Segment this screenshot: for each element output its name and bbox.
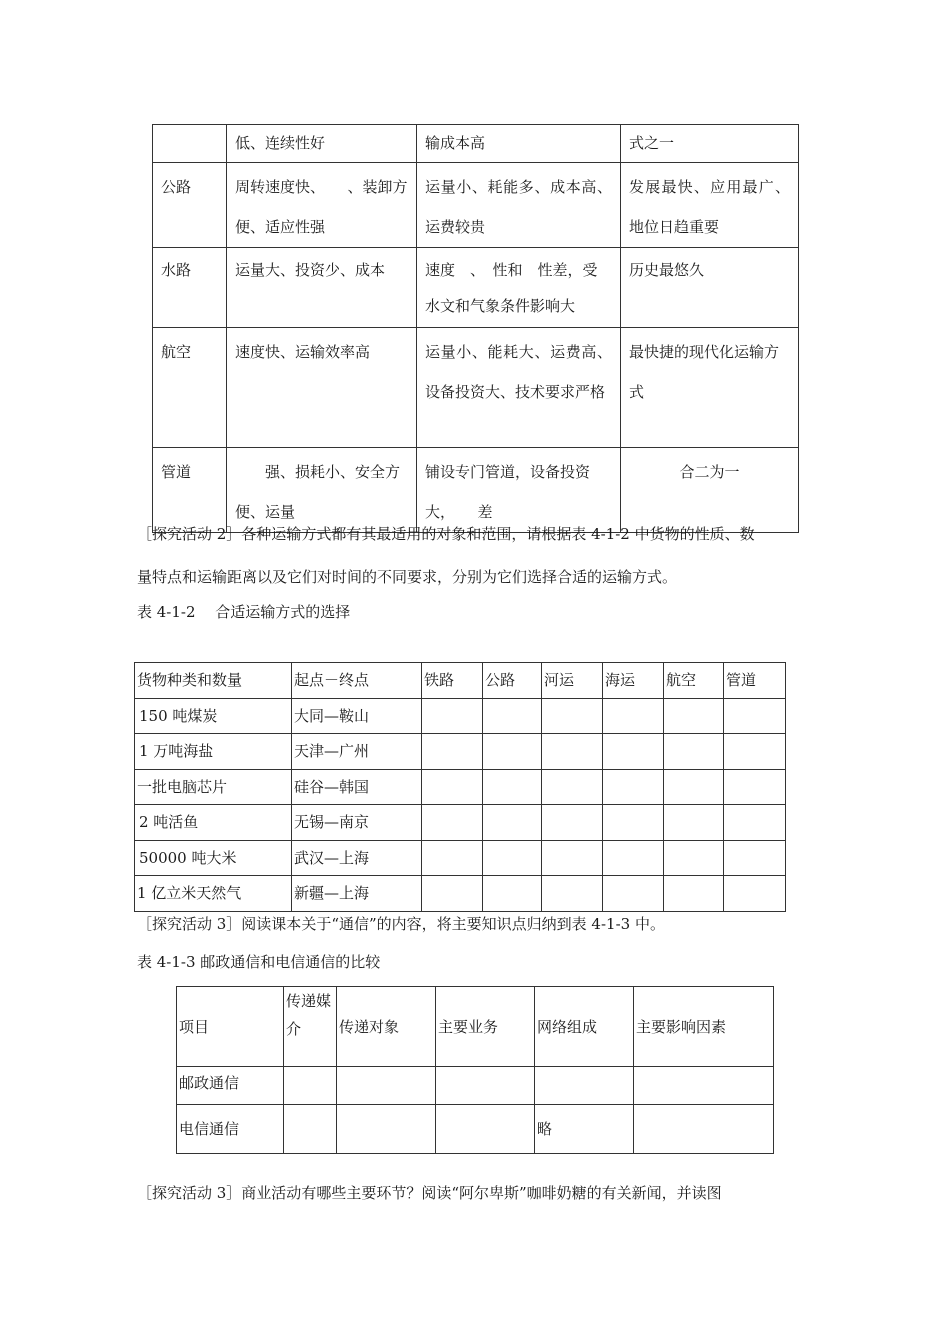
answer-cell[interactable] [436,1105,535,1154]
header-cell: 传递媒介 [284,987,337,1067]
table-cell: 输成本高 [417,125,621,163]
answer-cell[interactable] [337,1105,436,1154]
header-cell: 主要影响因素 [634,987,774,1067]
table-cell: 1 万吨海盐 [135,734,292,770]
header-cell: 管道 [724,663,786,699]
table-row [153,448,799,533]
table-cell: 2 吨活鱼 [135,805,292,841]
answer-cell[interactable] [724,734,786,770]
answer-cell[interactable] [724,841,786,876]
table-header-row [135,663,786,699]
answer-cell[interactable] [664,699,724,734]
table-cell: 新疆—上海 [292,876,422,912]
answer-cell[interactable] [664,805,724,841]
table-cell [153,125,227,163]
table-3-caption: 表 4-1-3 邮政通信和电信通信的比较 [137,953,381,971]
table-row [135,699,786,734]
header-cell: 航空 [664,663,724,699]
table-cell: 50000 吨大米 [135,841,292,876]
table-cell: 运量小、能耗大、运费高、设备投资大、技术要求严格 [417,328,621,448]
answer-cell[interactable] [422,805,483,841]
activity-2-line-2: 量特点和运输距离以及它们对时间的不同要求，分别为它们选择合适的运输方式。 [137,568,678,586]
answer-cell[interactable] [603,699,664,734]
table-row [135,770,786,805]
table-row [135,841,786,876]
answer-cell[interactable] [483,805,542,841]
table-cell: 式之一 [621,125,799,163]
table-row [177,1067,774,1105]
table-cell: 发展最快、应用最广、地位日趋重要 [621,163,799,248]
table-cell: 公路 [153,163,227,248]
answer-cell[interactable] [724,770,786,805]
answer-cell[interactable] [603,734,664,770]
answer-cell[interactable] [436,1067,535,1105]
table-cell: 武汉—上海 [292,841,422,876]
header-cell: 起点－终点 [292,663,422,699]
communication-comparison-table [176,986,774,1154]
header-cell: 铁路 [422,663,483,699]
answer-cell[interactable] [664,734,724,770]
table-cell: 速度 、 性和 性差，受水文和气象条件影响大 [417,248,621,328]
answer-cell[interactable] [284,1105,337,1154]
table-row [153,248,799,328]
table-cell: 1 亿立米天然气 [135,876,292,912]
table-row [177,1105,774,1154]
answer-cell[interactable] [542,699,603,734]
table-2-caption: 表 4-1-2 合适运输方式的选择 [137,603,351,621]
table-cell: 150 吨煤炭 [135,699,292,734]
table-cell: 水路 [153,248,227,328]
table-cell: 历史最悠久 [621,248,799,328]
answer-cell[interactable] [483,770,542,805]
table-cell: 天津—广州 [292,734,422,770]
answer-cell[interactable] [542,841,603,876]
transport-comparison-table [152,124,799,533]
table-cell: 一批电脑芯片 [135,770,292,805]
activity-3a-text: ［探究活动 3］阅读课本关于“通信”的内容，将主要知识点归纳到表 4-1-3 中。 [137,915,665,933]
table-cell: 管道 [153,448,227,533]
answer-cell[interactable] [724,876,786,912]
header-cell: 公路 [483,663,542,699]
answer-cell[interactable] [634,1105,774,1154]
table-cell: 低、连续性好 [227,125,417,163]
answer-cell[interactable] [422,699,483,734]
answer-cell[interactable] [422,841,483,876]
answer-cell[interactable] [664,876,724,912]
header-cell: 主要业务 [436,987,535,1067]
table-cell: 合二为一 [621,448,799,533]
answer-cell[interactable] [542,734,603,770]
answer-cell[interactable] [284,1067,337,1105]
table-cell: 最快捷的现代化运输方式 [621,328,799,448]
table-cell: 运量小、耗能多、成本高、运费较贵 [417,163,621,248]
answer-cell[interactable] [542,876,603,912]
answer-cell[interactable] [603,841,664,876]
header-cell: 网络组成 [535,987,634,1067]
answer-cell[interactable] [483,841,542,876]
activity-3b-text: ［探究活动 3］商业活动有哪些主要环节？阅读“阿尔卑斯”咖啡奶糖的有关新闻，并读图 [137,1184,722,1202]
table-cell: 无锡—南京 [292,805,422,841]
answer-cell[interactable] [724,805,786,841]
table-row [153,125,799,163]
answer-cell[interactable] [724,699,786,734]
table-cell: 速度快、运输效率高 [227,328,417,448]
header-cell: 河运 [542,663,603,699]
table-cell: 强、损耗小、安全方便、运量 [227,448,417,533]
table-row [135,734,786,770]
header-cell: 传递对象 [337,987,436,1067]
table-cell: 大同—鞍山 [292,699,422,734]
table-cell: 周转速度快、 、装卸方便、适应性强 [227,163,417,248]
answer-cell[interactable] [422,734,483,770]
answer-cell[interactable] [603,805,664,841]
answer-cell[interactable] [634,1067,774,1105]
answer-cell[interactable] [535,1067,634,1105]
table-cell: 电信通信 [177,1105,284,1154]
table-row [135,876,786,912]
table-row [135,805,786,841]
activity-2-line-1: ［探究活动 2］各种运输方式都有其最适用的对象和范围，请根据表 4-1-2 中货物的性质、数 [137,525,755,543]
answer-cell[interactable] [483,699,542,734]
answer-cell[interactable] [422,770,483,805]
answer-cell[interactable] [664,841,724,876]
answer-cell[interactable] [542,770,603,805]
header-cell: 海运 [603,663,664,699]
table-cell: 航空 [153,328,227,448]
answer-cell[interactable] [603,770,664,805]
answer-cell[interactable] [664,770,724,805]
table-cell: 硅谷—韩国 [292,770,422,805]
table-row [153,328,799,448]
table-cell: 邮政通信 [177,1067,284,1105]
table-header-row [177,987,774,1067]
header-cell: 项目 [177,987,284,1067]
table-cell: 运量大、投资少、成本 [227,248,417,328]
transport-choice-table [134,662,786,912]
answer-cell[interactable] [422,876,483,912]
table-row [153,163,799,248]
answer-cell[interactable] [603,876,664,912]
answer-cell[interactable] [483,876,542,912]
table-cell: 铺设专门管道，设备投资大， 差 [417,448,621,533]
answer-cell[interactable] [337,1067,436,1105]
table-cell: 略 [535,1105,634,1154]
header-cell: 货物种类和数量 [135,663,292,699]
answer-cell[interactable] [483,734,542,770]
answer-cell[interactable] [542,805,603,841]
